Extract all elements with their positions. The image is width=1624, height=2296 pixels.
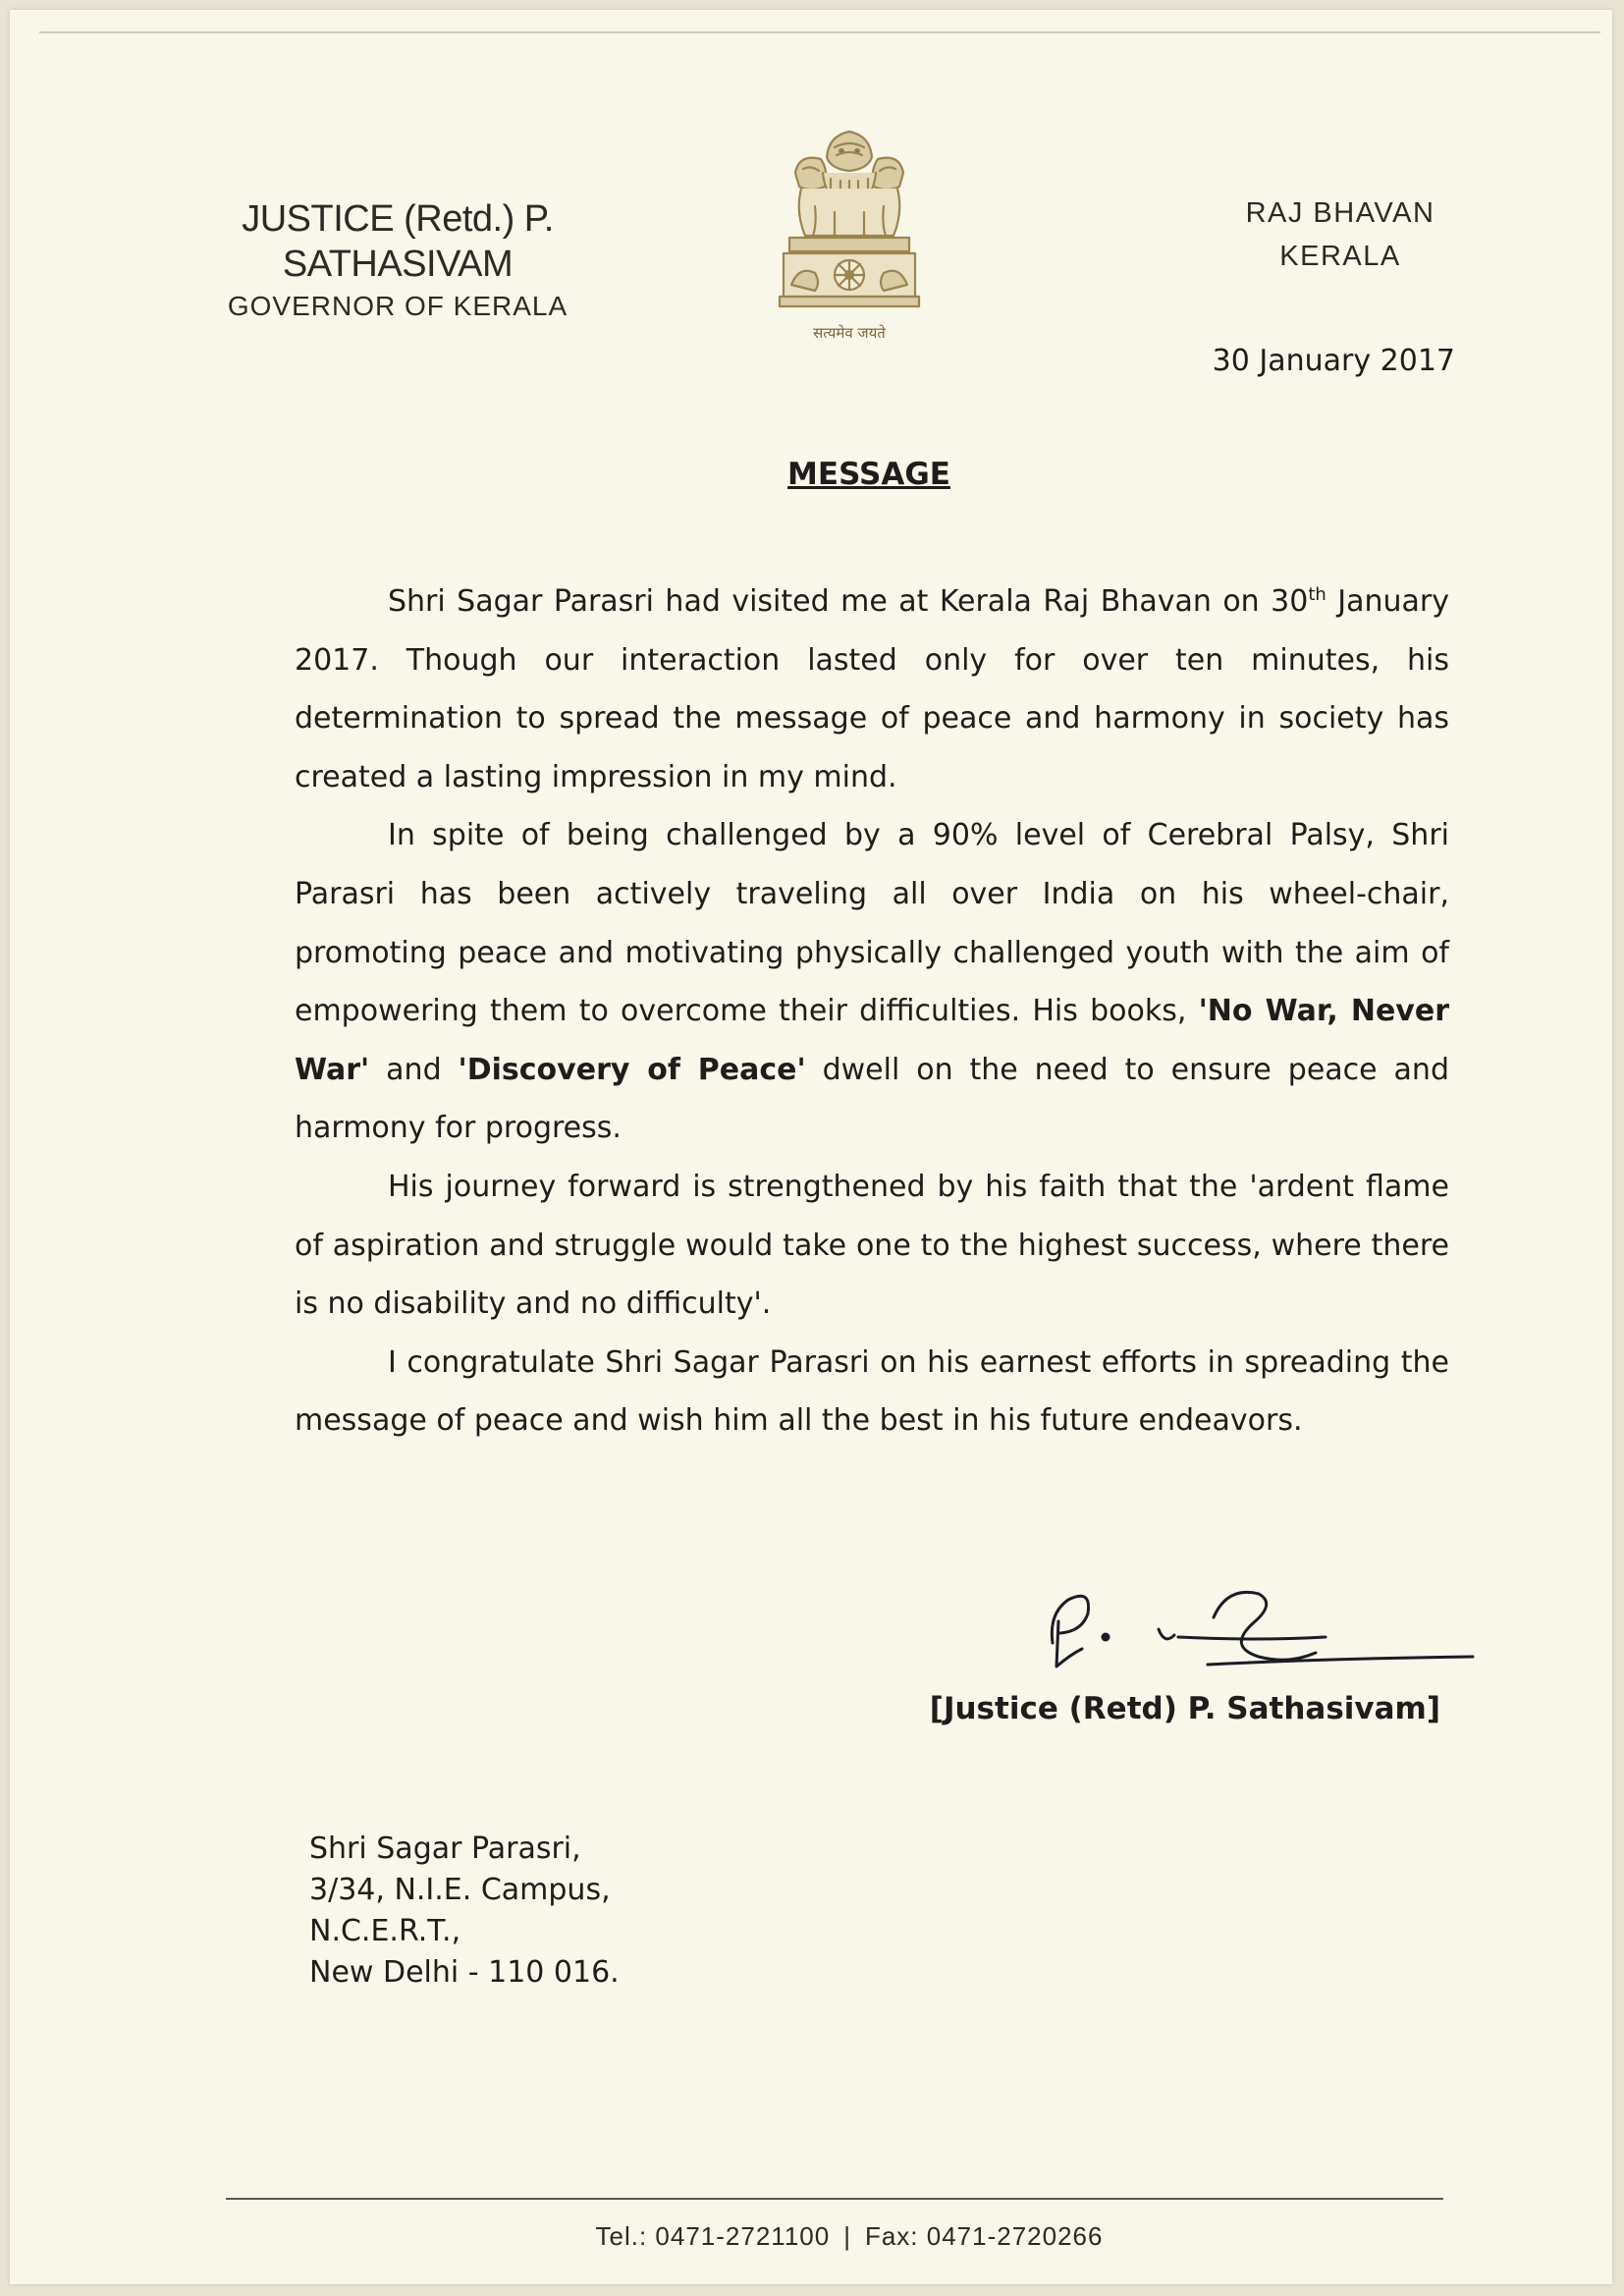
footer-contact — [10, 2221, 1624, 2252]
recipient-address — [309, 1829, 620, 1994]
message-heading: MESSAGE — [787, 457, 950, 492]
paragraph-1 — [295, 573, 1449, 806]
paragraph-2-conjunction: and — [369, 1052, 459, 1087]
footer-divider — [226, 2198, 1443, 2200]
footer-separator: | — [843, 2221, 851, 2251]
emblem-motto: सत्यमेव जयते — [813, 324, 886, 342]
top-border-line — [39, 31, 1600, 33]
sender-title: GOVERNOR OF KERALA — [227, 291, 568, 321]
address-line-2: 3/34, N.I.E. Campus, — [309, 1873, 611, 1907]
signatory-name: [Justice (Retd) P. Sathasivam] — [929, 1691, 1440, 1726]
handwritten-signature-icon — [1031, 1557, 1483, 1684]
place-block — [1222, 191, 1458, 278]
letter-page — [10, 10, 1612, 2284]
sender-block — [123, 196, 673, 326]
address-line-3: N.C.E.R.T., — [309, 1914, 461, 1948]
paragraph-2 — [295, 806, 1449, 1158]
footer-fax: Fax: 0471-2720266 — [864, 2221, 1104, 2251]
ashoka-emblem-icon — [766, 118, 933, 354]
paragraph-2-text-b: dwell on the need to ensure peace and harmony for progress. — [295, 1052, 1449, 1146]
address-line-4: New Delhi - 110 016. — [309, 1955, 620, 1990]
paragraph-1-ordinal: th — [1308, 584, 1326, 605]
sender-name: JUSTICE (Retd.) P. SATHASIVAM — [242, 198, 554, 285]
paragraph-4: I congratulate Shri Sagar Parasri on his earnest efforts in spreading the message of peace and wish him all the best in his future endeavors. — [295, 1344, 1449, 1439]
paragraph-2-text-a: In spite of being challenged by a 90% level of Cerebral Palsy, Shri Parasri has been actively traveling all over India on his wheel-chair, promoting peace and motivating physically challenged youth with the aim of empowering them to overcome their difficulties. His books, — [295, 818, 1449, 1029]
paragraph-1-text-b: January 2017. Though our interaction lasted only for over ten minutes, his determination to spread the message of peace and harmony in society has created a lasting impression in my mind. — [295, 584, 1449, 794]
address-line-1: Shri Sagar Parasri, — [309, 1831, 581, 1866]
place-line-1: RAJ BHAVAN — [1245, 197, 1435, 229]
place-line-2: KERALA — [1279, 241, 1401, 272]
paragraph-1-day: 30 — [1271, 584, 1309, 619]
book-title-2: 'Discovery of Peace' — [458, 1052, 806, 1087]
footer-telephone: Tel.: 0471-2721100 — [595, 2221, 831, 2251]
message-body — [295, 573, 1449, 1450]
paragraph-1-text-a: Shri Sagar Parasri had visited me at Kerala Raj Bhavan on — [388, 584, 1272, 619]
letter-date: 30 January 2017 — [1212, 344, 1455, 378]
paragraph-3: His journey forward is strengthened by his faith that the 'ardent flame of aspiration and struggle would take one to the highest success, where there is no disability and no difficulty'. — [295, 1169, 1449, 1322]
book-title-1: 'No War, Never War' — [295, 994, 1449, 1087]
